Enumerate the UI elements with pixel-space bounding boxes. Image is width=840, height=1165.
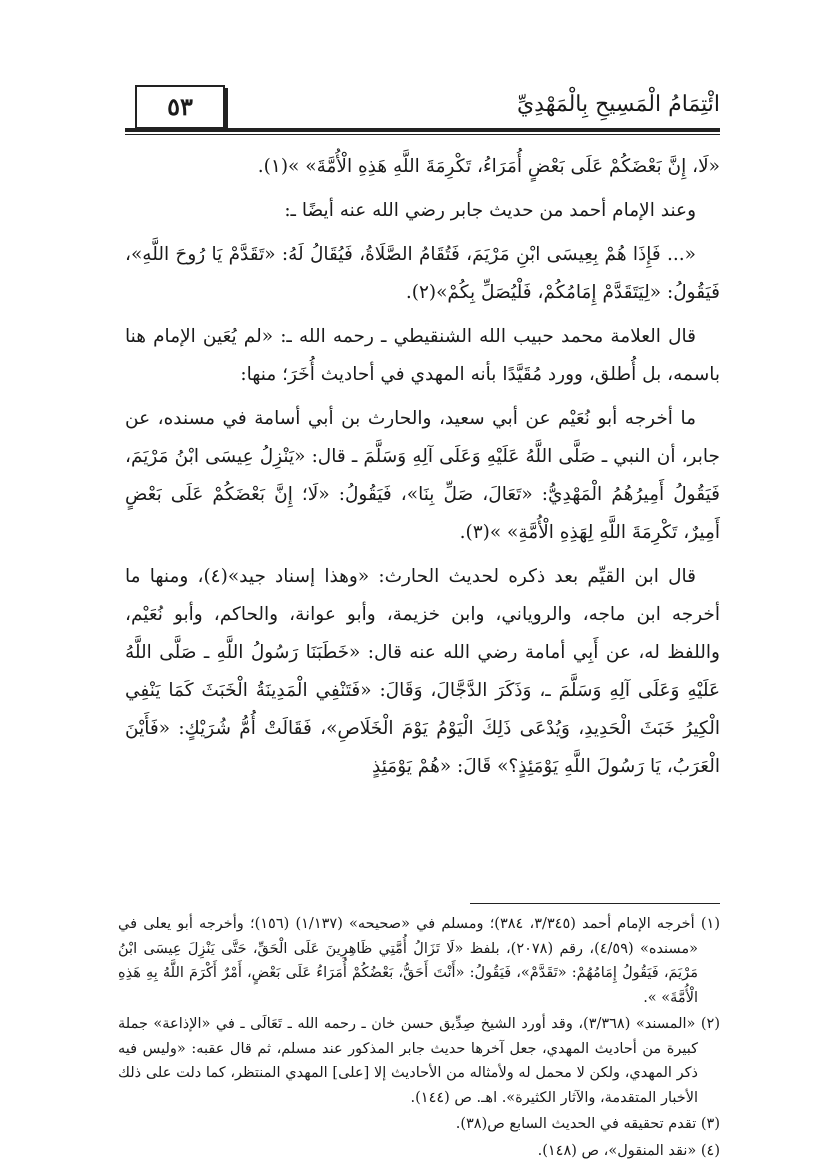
- footnote-2: (٢) «المسند» (٣/٣٦٨)، وقد أورد الشيخ صِدِّيق حسن خان ـ رحمه الله ـ تَعَالَى ـ في «الإذاعة» جملة كبيرة من أحاديث المهدي، جعل آخرها حديث جابر المذكور عند مسلم، ثم قال عقبه: «وليس فيه ذكر المهدي، ولكن لا محمل له ولأمثاله من الأحاديث إلا [على] المهدي المنتظر، كما دلت على ذلك الأخبار المتقدمة، والآثار الكثيرة». اهـ. ص (١٤٤).: [118, 1016, 721, 1106]
- page-header: [125, 82, 720, 130]
- paragraph: «... فَإِذَا هُمْ بِعِيسَى ابْنِ مَرْيَمَ، فَتُقَامُ الصَّلَاةُ، فَيُقَالُ لَهُ: «تَقَدَّمْ يَا رُوحَ اللَّهِ»، فَيَقُولُ: «لِيَتَقَدَّمْ إِمَامُكُمْ، فَلْيُصَلِّ بِكُمْ»(٢).: [125, 244, 720, 303]
- footnotes: [118, 912, 720, 1165]
- running-title: ائْتِمَامُ الْمَسِيحِ بِالْمَهْدِيِّ: [516, 92, 720, 117]
- paragraph: ما أخرجه أبو نُعَيْم عن أبي سعيد، والحارث بن أبي أسامة في مسنده، عن جابر، أن النبي ـ صَلَّى اللَّهُ عَلَيْهِ وَعَلَى آلِهِ وَسَلَّمَ ـ قال: «يَنْزِلُ عِيسَى ابْنُ مَرْيَمَ، فَيَقُولُ أَمِيرُهُمُ الْمَهْدِيُّ: «تَعَالَ، صَلِّ بِنَا»، فَيَقُولُ: «لَا؛ إِنَّ بَعْضَكُمْ عَلَى بَعْضٍ أَمِيرٌ، تَكْرِمَةَ اللَّهِ لِهَذِهِ الْأُمَّةِ» »(٣).: [125, 408, 720, 543]
- footnote-4: (٤) «نقد المنقول»، ص (١٤٨).: [537, 1142, 720, 1159]
- footnote-separator: [470, 903, 720, 904]
- page-number: ٥٣: [167, 92, 193, 121]
- paragraph: قال العلامة محمد حبيب الله الشنقيطي ـ رحمه الله ـ: «لم يُعَين الإمام هنا باسمه، بل أُطلق، وورد مُقَيَّدًا بأنه المهدي في أحاديث أُخَرَ؛ منها:: [125, 326, 720, 385]
- paragraph: «لَا، إِنَّ بَعْضَكُمْ عَلَى بَعْضٍ أُمَرَاءُ، تَكْرِمَةَ اللَّهِ هَذِهِ الْأُمَّةَ» »(١).: [257, 156, 720, 177]
- paragraph: قال ابن القيِّم بعد ذكره لحديث الحارث: «وهذا إسناد جيد»(٤)، ومنها ما أخرجه ابن ماجه، والروياني، وابن خزيمة، وأبو عوانة، والحاكم، وأبو نُعَيْم، واللفظ له، عن أَبِي أمامة رضي الله عنه قال: «خَطَبَنَا رَسُولُ اللَّهِ ـ صَلَّى اللَّهُ عَلَيْهِ وَعَلَى آلِهِ وَسَلَّمَ ـ، وَذَكَرَ الدَّجَّالَ، وَقَالَ: «فَتَنْفِي الْمَدِينَةُ الْخَبَثَ كَمَا يَنْفِي الْكِيرُ خَبَثَ الْحَدِيدِ، وَيُدْعَى ذَلِكَ الْيَوْمُ يَوْمَ الْخَلَاصِ»، فَقَالَتْ أُمُّ شُرَيْكٍ: «فَأَيْنَ الْعَرَبُ، يَا رَسُولَ اللَّهِ يَوْمَئِذٍ؟» قَالَ: «هُمْ يَوْمَئِذٍ: [125, 566, 720, 777]
- footnote-1: (١) أخرجه الإمام أحمد (٣/٣٤٥، ٣٨٤)؛ ومسلم في «صحيحه» (١/١٣٧) (١٥٦)؛ وأخرجه أبو يعلى في «مسنده» (٤/٥٩)، رقم (٢٠٧٨)، بلفظ «لَا تَزَالُ أُمَّتِي ظَاهِرِينَ عَلَى الْحَقِّ، حَتَّى يَنْزِلَ عِيسَى ابْنُ مَرْيَمَ، فَيَقُولُ إِمَامُهُمْ: «تَقَدَّمْ»، فَيَقُولُ: «أَنْتَ أَحَقُّ، بَعْضُكُمْ أُمَرَاءُ عَلَى بَعْضٍ، أَمْرٌ أَكْرَمَ اللَّهُ بِهِ هَذِهِ الْأُمَّةَ» ».: [118, 916, 720, 1006]
- main-text: [125, 148, 720, 792]
- header-rule-thin: [125, 134, 720, 135]
- header-rule-thick: [125, 128, 720, 132]
- paragraph: وعند الإمام أحمد من حديث جابر رضي الله عنه أيضًا ـ:: [284, 200, 696, 221]
- page-number-box: [135, 85, 225, 129]
- footnote-3: (٣) تقدم تحقيقه في الحديث السابع ص(٣٨).: [455, 1116, 720, 1132]
